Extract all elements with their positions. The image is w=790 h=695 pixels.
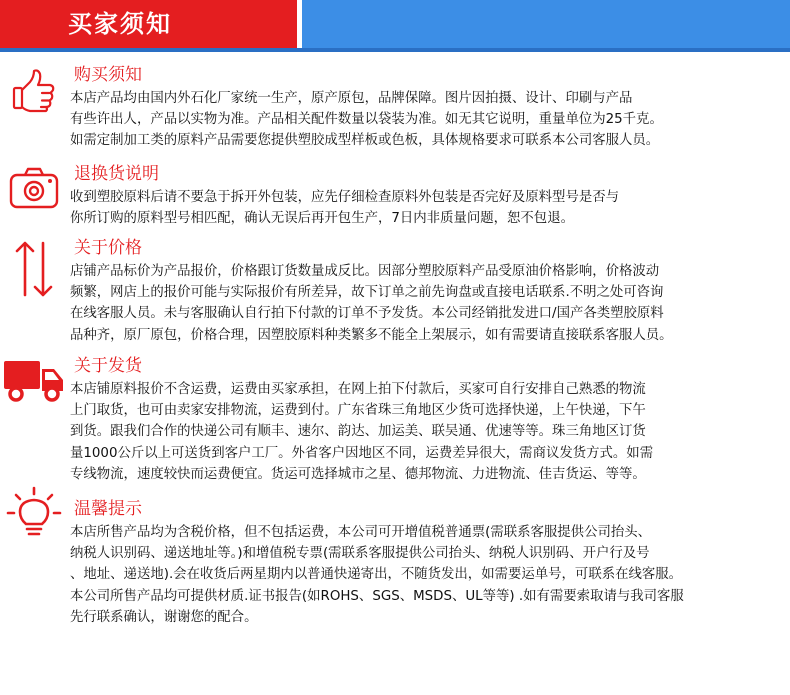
section-body	[70, 187, 782, 229]
section-title: 购买须知	[74, 65, 142, 85]
body-line: 本店铺原料报价不含运费，运费由买家承担，在网上拍下付款后，买家可自行安排自己熟悉的物流	[70, 382, 646, 397]
page-header	[0, 0, 790, 48]
body-line: 你所订购的原料型号相匹配，确认无误后再开包生产，7日内非质量问题，恕不包退。	[70, 211, 574, 227]
section-title: 关于价格	[74, 238, 142, 258]
body-line: 收到塑胶原料后请不要急于拆开外包装，应先仔细检查原料外包装是否完好及原料型号是否与	[70, 190, 620, 205]
body-line: 、地址、递送地).会在收货后两星期内以普通快递寄出，不随货发出，如需要运单号，可联系在线客服。	[70, 567, 683, 583]
section-body	[70, 379, 782, 485]
header-underline	[0, 48, 790, 52]
section-body	[70, 522, 782, 628]
page-title: 买家须知	[68, 10, 172, 38]
body-line: 纳税人识别码、递送地址等。)和增值税专票(需联系客服提供公司抬头、纳税人识别码、开户行及号	[70, 546, 650, 562]
camera-icon	[8, 163, 60, 215]
lightbulb-icon	[6, 486, 62, 542]
body-line: 上门取货，也可由卖家安排物流，运费到付。广东省珠三角地区少货可选择快递，上午快递，下午	[70, 403, 646, 419]
body-line: 有些许出人，产品以实物为准。产品相关配件数量以袋装为准。如无其它说明，重量单位为25千克。	[70, 112, 663, 128]
thumbs-up-icon	[8, 64, 60, 116]
section-title: 关于发货	[74, 356, 142, 376]
section-body	[70, 88, 782, 152]
body-line: 先行联系确认，谢谢您的配合。	[70, 609, 258, 625]
body-line: 本公司所售产品均可提供材质.证书报告(如ROHS、SGS、MSDS、UL等等) .如有需要索取请与我司客服	[70, 588, 684, 604]
section-title: 退换货说明	[74, 164, 159, 184]
body-line: 频繁，网店上的报价可能与实际报价有所差异，故下订单之前先询盘或直接电话联系.不明之处可咨询	[70, 285, 664, 301]
header-blue-band	[302, 0, 790, 48]
body-line: 专线物流，速度较快而运费便宜。货运可选择城市之星、德邦物流、力进物流、佳吉货运、等等。	[70, 466, 646, 482]
body-line: 品种齐，原厂原包，价格合理，因塑胶原料种类繁多不能全上架展示，如有需要请直接联系客服人员。	[70, 327, 673, 343]
body-line: 量1000公斤以上可送货到客户工厂。外省客户因地区不同，运费差异很大，需商议发货方式。如需	[70, 445, 654, 461]
body-line: 本店产品均由国内外石化厂家统一生产，原产原包，品牌保障。图片因拍摄、设计、印刷与产品	[70, 91, 633, 106]
delivery-truck-icon	[2, 355, 66, 407]
body-line: 到货。跟我们合作的快递公司有顺丰、速尔、韵达、加运美、联吴通、优速等等。珠三角地区订货	[70, 424, 646, 440]
body-line: 本店所售产品均为含税价格，但不包括运费，本公司可开增值税普通票(需联系客服提供公司抬头、	[70, 525, 652, 540]
body-line: 在线客服人员。未与客服确认自行拍下付款的订单不予发货。本公司经销批发进口/国产各类塑胶原料	[70, 306, 664, 322]
body-line: 如需定制加工类的原料产品需要您提供塑胶成型样板或色板，具体规格要求可联系本公司客服人员。	[70, 133, 660, 149]
section-body	[70, 261, 782, 346]
up-down-arrows-icon	[8, 237, 60, 301]
section-title: 温馨提示	[74, 499, 142, 519]
body-line: 店铺产品标价为产品报价，价格跟订货数量成反比。因部分塑胶原料产品受原油价格影响，价格波动	[70, 264, 660, 279]
